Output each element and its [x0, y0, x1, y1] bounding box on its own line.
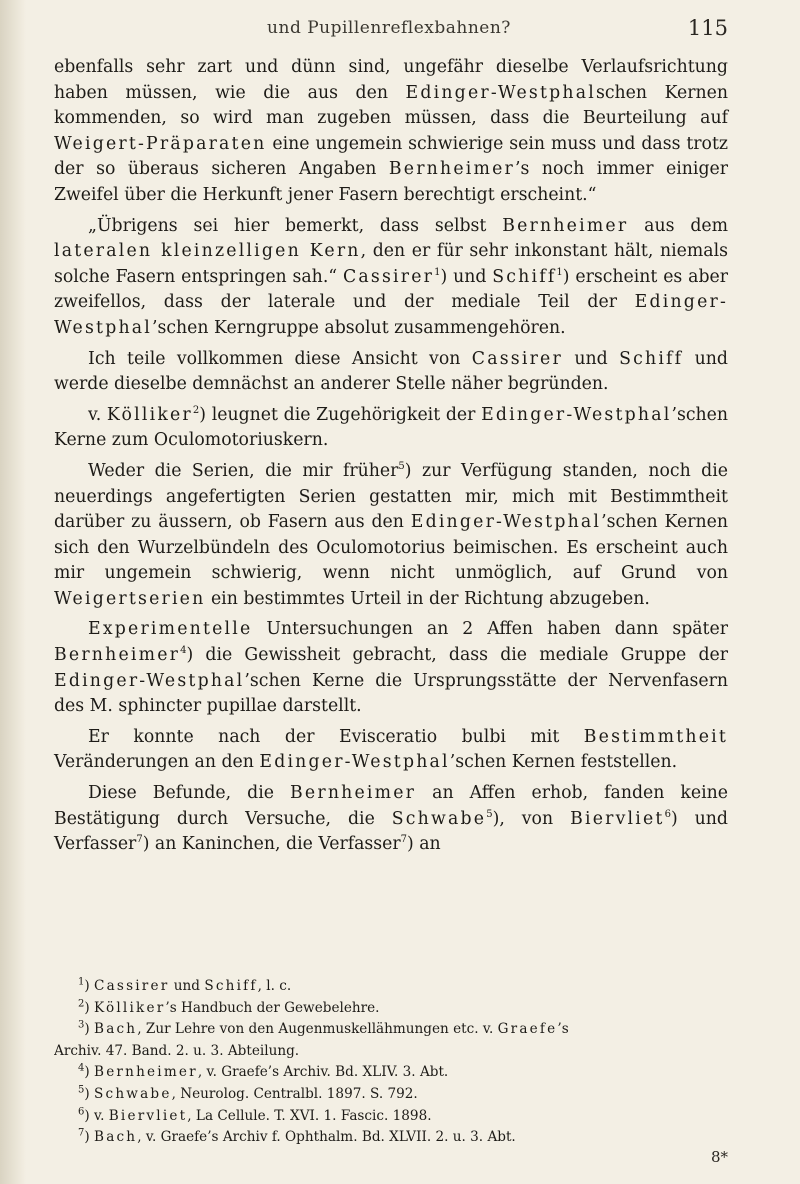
text-run: ’schen Kerngruppe absolut zusammengehören.: [152, 317, 566, 338]
spaced-name: Bach: [94, 1129, 138, 1146]
footnote: [54, 976, 728, 998]
footnote: [54, 1127, 728, 1149]
text-run: schen Kernen kommenden, so wird man zugeben müssen, dass die Beurteilung auf: [54, 82, 728, 129]
running-head: und Pupillenreflexbahnen?: [267, 18, 511, 38]
footnotes: [54, 976, 728, 1149]
page-gutter-shadow: [0, 0, 26, 1184]
page-header: [50, 18, 728, 46]
footnote-ref: 1: [434, 266, 441, 278]
text-run: , La Cellule. T. XVI. 1. Fascic. 1898.: [187, 1107, 432, 1124]
text-run: Ich teile vollkommen diese Ansicht von: [88, 348, 472, 369]
spaced-name: Edinger-Westphal: [54, 292, 728, 338]
spaced-name: Experimentelle: [88, 619, 253, 640]
spaced-name: Edinger-Westphal: [54, 670, 245, 691]
footnote-ref: 5: [486, 808, 493, 820]
text-run: , Neurolog. Centralbl. 1897. S. 792.: [171, 1085, 418, 1102]
text-run: ein bestimmtes Urteil in der Richtung abzugeben.: [205, 588, 650, 609]
footnote: [54, 1106, 728, 1128]
text-run: v.: [88, 404, 107, 425]
spaced-name: Graefe: [497, 1021, 558, 1038]
footnote-number: 6: [78, 1106, 85, 1118]
text-run: ’s Handbuch der Gewebelehre.: [165, 999, 380, 1016]
text-run: und: [562, 348, 620, 369]
text-run: , von: [499, 808, 571, 829]
paragraph: Experimentelle Untersuchungen an 2 Affen haben dann später Bernheimer$^4$) die Gewissheit gebracht, dass die mediale Gruppe der Edinger-Westphal’schen Kerne die Ursprungsstätte der Nervenfasern des M. sphincter pupillae darstellt.: [54, 619, 728, 717]
text-run: Archiv. 47. Band. 2. u. 3. Abteilung.: [54, 1042, 300, 1059]
footnote: [54, 1041, 728, 1063]
paragraph: [54, 55, 728, 209]
footnote-ref: 1: [556, 266, 563, 278]
text-run: ’s noch immer einiger Zweifel über die Herkunft jener Fasern berechtigt erscheint.“: [54, 159, 729, 205]
footnote-number: 7: [78, 1127, 85, 1139]
footnote-number: 2: [78, 998, 85, 1010]
spaced-name: Weigert-Präparaten: [54, 133, 267, 154]
text-run: leugnet die Zugehörigkeit der: [206, 404, 482, 425]
spaced-name: Edinger-Westphal: [405, 82, 596, 103]
body-text: [54, 55, 728, 863]
text-run: ): [84, 1085, 94, 1102]
spaced-name: Cassirer: [342, 266, 435, 287]
spaced-name: Schiff: [492, 266, 557, 287]
spaced-name: Schwabe: [391, 808, 487, 829]
footnote-ref: 7: [136, 834, 143, 846]
text-run: an Kaninchen, die Verfasser: [149, 834, 401, 855]
spaced-name: Bernheimer: [94, 1064, 198, 1081]
paragraph: v. Kölliker$^2$) leugnet die Zugehörigkeit der Edinger-Westphal’schen Kerne zum Oculomotoriuskern.: [54, 404, 729, 451]
text-run: ebenfalls sehr zart und dünn sind, ungefähr dieselbe Verlaufsrichtung haben müssen, wie die aus den: [54, 57, 728, 103]
footnote-ref: 2: [192, 404, 200, 416]
paragraph: Diese Befunde, die Bernheimer an Affen erhob, fanden keine Bestätigung durch Versuche, die Schwabe$^5$), von Biervliet$^6$) und Verfasser$^7$) an Kaninchen, die Verfasser$^7$) an: [54, 783, 728, 855]
spaced-name: Kölliker: [106, 404, 193, 425]
spaced-name: Bernheimer: [502, 215, 629, 236]
text-run: und Verfasser: [54, 808, 728, 855]
text-run: ): [84, 1129, 94, 1146]
text-run: ) v.: [84, 1107, 109, 1124]
text-run: Weder die Serien, die mir früher: [88, 460, 399, 481]
spaced-name: Edinger-Westphal: [410, 512, 602, 533]
spaced-name: Kölliker: [94, 999, 166, 1016]
spaced-name: Biervliet: [108, 1107, 188, 1124]
footnote: [54, 998, 728, 1020]
text-run: eine ungemein schwierige sein muss und dass trotz der so überaus sicheren Angaben: [54, 133, 728, 180]
text-run: zur Verfügung standen, noch die neuerdings angefertigten Serien gestatten mir, mich mit Bestimmtheit darüber zu äussern, ob Fasern aus den: [54, 460, 728, 533]
spaced-name: Schwabe: [94, 1085, 172, 1102]
text-run: , Zur Lehre von den Augenmuskellähmungen etc. v.: [137, 1021, 498, 1038]
spaced-name: Edinger-Westphal: [259, 752, 450, 773]
text-run: an: [413, 834, 441, 855]
text-run: , den er für sehr inkonstant hält, niemals solche Fasern entspringen sah.“: [54, 241, 728, 287]
text-run: , v. Graefe’s Archiv. Bd. XLIV. 3. Abt.: [197, 1064, 449, 1081]
text-run: und: [447, 266, 493, 287]
text-run: ’schen Kernen sich den Wurzelbündeln des Oculomotorius beimischen. Es erscheint auch mir ungemein schwierig, wenn nicht unmöglich, auf Grund von: [54, 512, 728, 584]
text-run: erscheint es aber zweifellos, dass der laterale und der mediale Teil der: [54, 266, 728, 313]
spaced-name: Biervliet: [570, 808, 665, 829]
paragraph: „Übrigens sei hier bemerkt, dass selbst Bernheimer aus dem lateralen kleinzelligen Kern, den er für sehr inkonstant hält, niemals solche Fasern entspringen sah.“ Cassirer$^1$) und Schiff$^1$) erscheint es aber zweifellos, dass der laterale und der mediale Teil der Edinger-Westphal’schen Kerngruppe absolut zusammengehören.: [54, 215, 728, 338]
paragraph: [54, 725, 728, 776]
text-run: Untersuchungen an 2 Affen haben dann später: [252, 619, 728, 640]
footnote-ref: 4: [180, 645, 187, 657]
spaced-name: Edinger-Westphal: [481, 404, 672, 425]
spaced-name: Bestimmtheit: [583, 726, 728, 747]
paragraph: [54, 347, 728, 398]
footnote-ref: 6: [664, 808, 671, 820]
footnote: [54, 1084, 728, 1106]
spaced-name: Schiff: [619, 348, 684, 369]
text-run: Veränderungen an den: [54, 752, 260, 773]
spaced-name: Schiff: [204, 978, 258, 994]
text-run: „Übrigens sei hier bemerkt, dass selbst: [88, 215, 503, 236]
text-run: , v. Graefe’s Archiv f. Ophthalm. Bd. XLVII. 2. u. 3. Abt.: [137, 1129, 516, 1146]
footnote-number: 1: [78, 976, 85, 988]
text-run: Diese Befunde, die: [88, 783, 291, 804]
footnote-ref: 5: [398, 461, 405, 473]
text-run: ’schen Kernen feststellen.: [449, 752, 678, 773]
footnote-number: 5: [78, 1084, 85, 1096]
spaced-name: Cassirer: [94, 978, 170, 994]
spaced-name: Bernheimer: [54, 645, 181, 666]
footnote: [54, 1019, 728, 1041]
text-run: , l. c.: [257, 978, 292, 994]
spaced-name: lateralen kleinzelligen Kern: [54, 241, 361, 262]
text-run: aus dem: [628, 215, 728, 236]
text-run: ’schen Kerne die Ursprungsstätte der Nervenfasern des M. sphincter pupillae darstellt.: [54, 670, 728, 717]
spaced-name: Bach: [94, 1021, 138, 1038]
spaced-name: Bernheimer: [388, 159, 515, 180]
text-run: ): [84, 1064, 94, 1081]
printer-signature: 8*: [710, 1148, 728, 1166]
text-run: ): [84, 978, 94, 994]
footnote-number: 4: [78, 1062, 85, 1074]
text-run: an Affen erhob, fanden keine Bestätigung durch Versuche, die: [54, 783, 728, 829]
text-run: ): [84, 1021, 94, 1038]
text-run: ’s: [557, 1021, 569, 1038]
paragraph: Weder die Serien, die mir früher$^5$) zur Verfügung standen, noch die neuerdings angefertigten Serien gestatten mir, mich mit Bestimmtheit darüber zu äussern, ob Fasern aus den Edinger-Westphal’schen Kernen sich den Wurzelbündeln des Oculomotorius beimischen. Es erscheint auch mir ungemein schwierig, wenn nicht unmöglich, auf Grund von Weigertserien ein bestimmtes Urteil in der Richtung abzugeben.: [54, 460, 728, 609]
text-run: ): [84, 999, 94, 1016]
page-number: 115: [687, 16, 728, 40]
spaced-name: Weigertserien: [54, 588, 206, 609]
text-run: und werde dieselbe demnächst an anderer Stelle näher begründen.: [54, 348, 728, 395]
spaced-name: Cassirer: [471, 348, 563, 369]
text-run: Er konnte nach der Evisceratio bulbi mit: [88, 726, 584, 747]
text-run: die Gewissheit gebracht, dass die mediale Gruppe der: [193, 645, 728, 666]
spaced-name: Bernheimer: [290, 783, 417, 804]
text-run: und: [169, 978, 205, 994]
text-run: ’schen Kerne zum Oculomotoriuskern.: [54, 404, 729, 451]
footnote-number: 3: [78, 1019, 85, 1031]
footnote: [54, 1062, 728, 1084]
footnote-ref: 7: [400, 834, 407, 846]
